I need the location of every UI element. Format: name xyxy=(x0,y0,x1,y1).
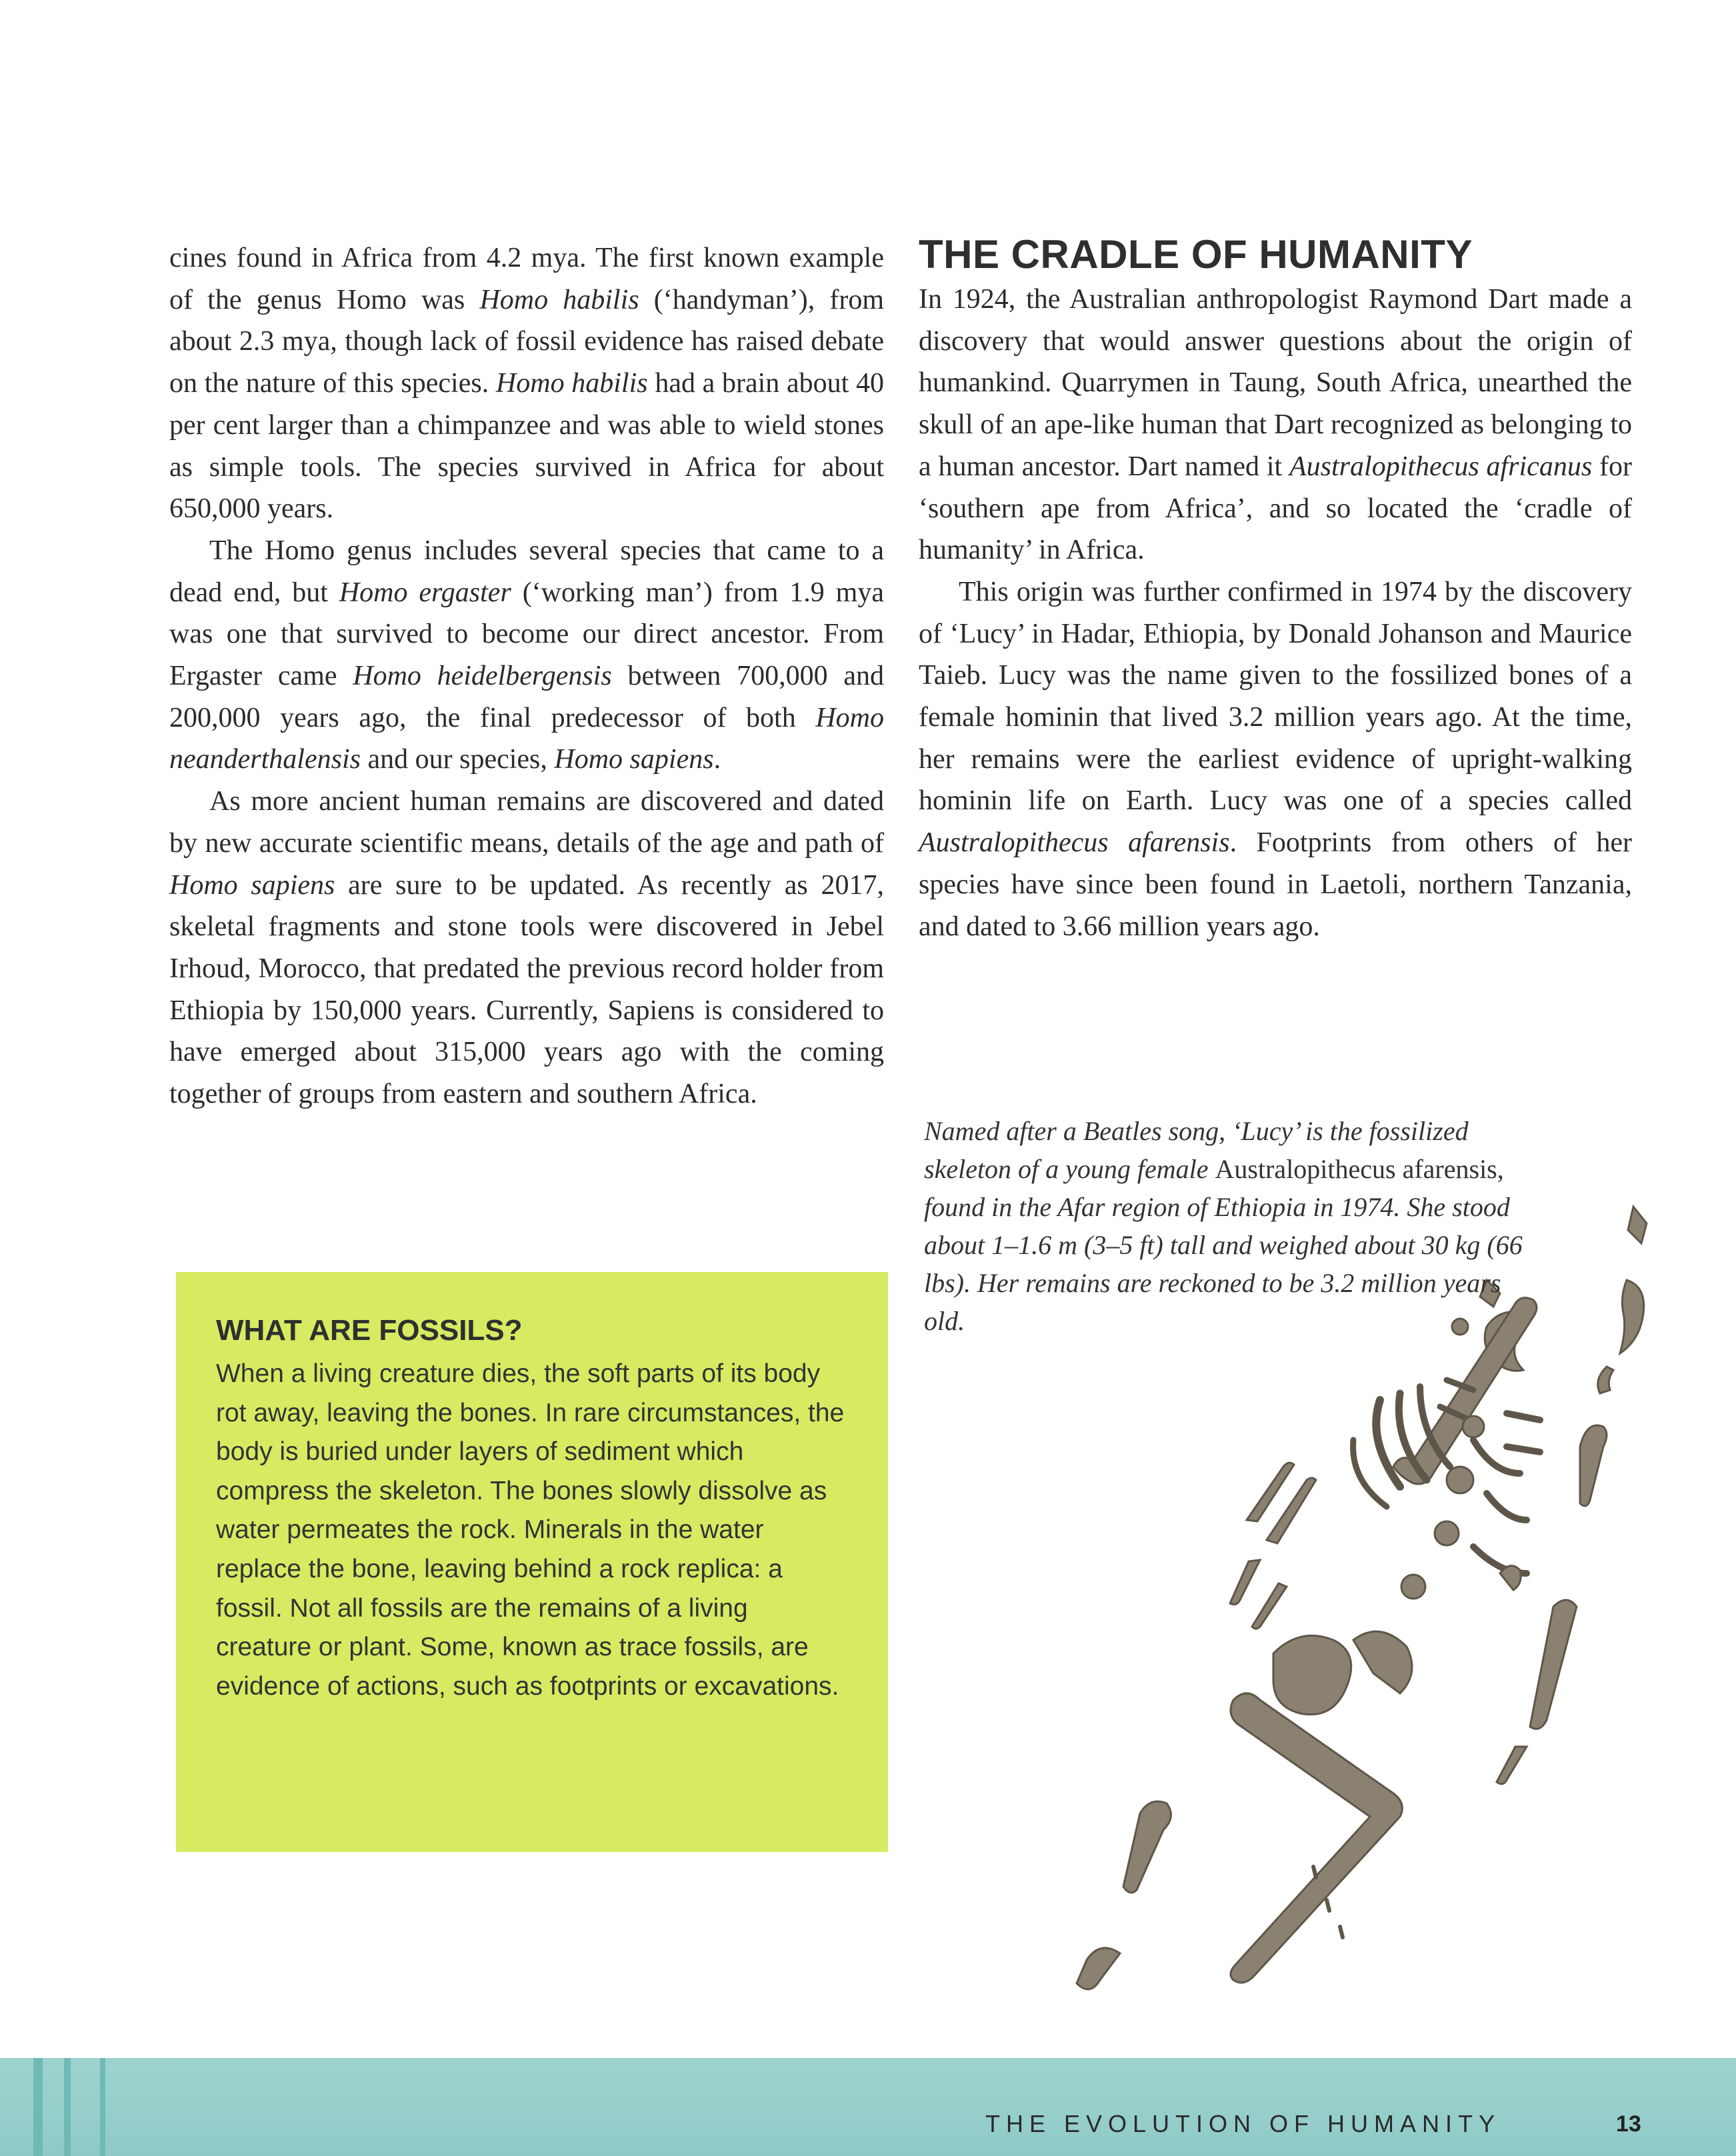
footer-band xyxy=(0,2058,1736,2156)
lucy-caption xyxy=(924,1112,1524,1340)
right-column xyxy=(919,231,1632,947)
left-paragraph-1: cines found in Africa from 4.2 mya. The first known example of the genus Homo was Homo habilis (‘handyman’), from about 2.3 mya, though lack of fossil evidence has raised debate on the nature of this species. Homo habilis had a brain about 40 per cent larger than a chimpanzee and was able to wield stones as simple tools. The species survived in Africa for about 650,000 years. xyxy=(169,243,885,525)
italic-term: Homo sapiens xyxy=(169,869,335,901)
italic-term: Homo habilis xyxy=(479,284,639,315)
italic-term: Homo neanderthalensis xyxy=(169,702,884,775)
italic-term: Homo habilis xyxy=(495,368,648,399)
fossils-box-heading: WHAT ARE FOSSILS? xyxy=(216,1314,523,1347)
left-paragraph-2: The Homo genus includes several species that came to a dead end, but Homo ergaster (‘working man’) from 1.9 mya was one that survived to become our direct ancestor. From Ergaster came Homo heidelbergensis between 700,000 and 200,000 years ago, the final predecessor of both Homo neanderthalensis and our species, Homo sapiens. xyxy=(169,535,884,775)
caption-species-name: Australopithecus afarensis, xyxy=(1215,1154,1504,1184)
section-heading: THE CRADLE OF HUMANITY xyxy=(919,232,1473,277)
footer-stripes xyxy=(0,2058,133,2156)
caption-part-1: Named after a Beatles song, ‘Lucy’ is the fossilized skeleton of a young female xyxy=(924,1116,1469,1184)
italic-term: Homo sapiens xyxy=(554,744,714,775)
fossils-box-text: When a living creature dies, the soft parts of its body rot away, leaving the bones. In rare circumstances, the body is buried under layers of sediment which compress the skeleton. The bones slowly dissolve as water permeates the rock. Minerals in the water replace the bone, leaving behind a rock replica: a fossil. Not all fossils are the remains of a living creature or plant. Some, known as trace fossils, are evidence of actions, such as footprints or excavations. xyxy=(216,1359,845,1701)
left-column-text xyxy=(169,237,884,1115)
page-number: 13 xyxy=(1616,2111,1641,2137)
right-column-text xyxy=(919,279,1632,947)
left-paragraph-3: As more ancient human remains are discovered and dated by new accurate scientific means, details of the age and path of Homo sapiens are sure to be updated. As recently as 2017, skeletal fragments and stone tools were discovered in Jebel Irhoud, Morocco, that predated the previous record holder from Ethiopia by 150,000 years. Currently, Sapiens is considered to have emerged about 315,000 years ago with the coming together of groups from eastern and southern Africa. xyxy=(169,786,884,1110)
caption-part-3: found in the Afar region of Ethiopia in 1974. She stood about 1–1.6 m (3–5 ft) tall and weighed about 30 kg (66 lbs). Her remains are reckoned to be 3.2 million years old. xyxy=(924,1192,1523,1336)
italic-term: Australopithecus africanus xyxy=(1289,451,1593,482)
fossils-sidebar-box xyxy=(176,1272,888,1852)
running-footer-title: THE EVOLUTION OF HUMANITY xyxy=(985,2110,1501,2137)
right-paragraph-2: This origin was further confirmed in 1974 by the discovery of ‘Lucy’ in Hadar, Ethiopia, by Donald Johanson and Maurice Taieb. Lucy was the name given to the fossilized bones of a female hominin that lived 3.2 million years ago. At the time, her remains were the earliest evidence of upright-walking hominin life on Earth. Lucy was one of a species called Australopithecus afarensis. Footprints from others of her species have since been found in Laetoli, northern Tanzania, and dated to 3.66 million years ago. xyxy=(919,576,1633,942)
right-paragraph-1: In 1924, the Australian anthropologist Raymond Dart made a discovery that would answer questions about the origin of humankind. Quarrymen in Taung, South Africa, unearthed the skull of an ape-like human that Dart recognized as belonging to a human ancestor. Dart named it Australopithecus africanus for ‘southern ape from Africa’, and so located the ‘cradle of humanity’ in Africa. xyxy=(919,284,1632,566)
italic-term: Homo heidelbergensis xyxy=(353,661,612,692)
italic-term: Australopithecus afarensis xyxy=(919,827,1230,859)
italic-term: Homo ergaster xyxy=(339,577,511,608)
